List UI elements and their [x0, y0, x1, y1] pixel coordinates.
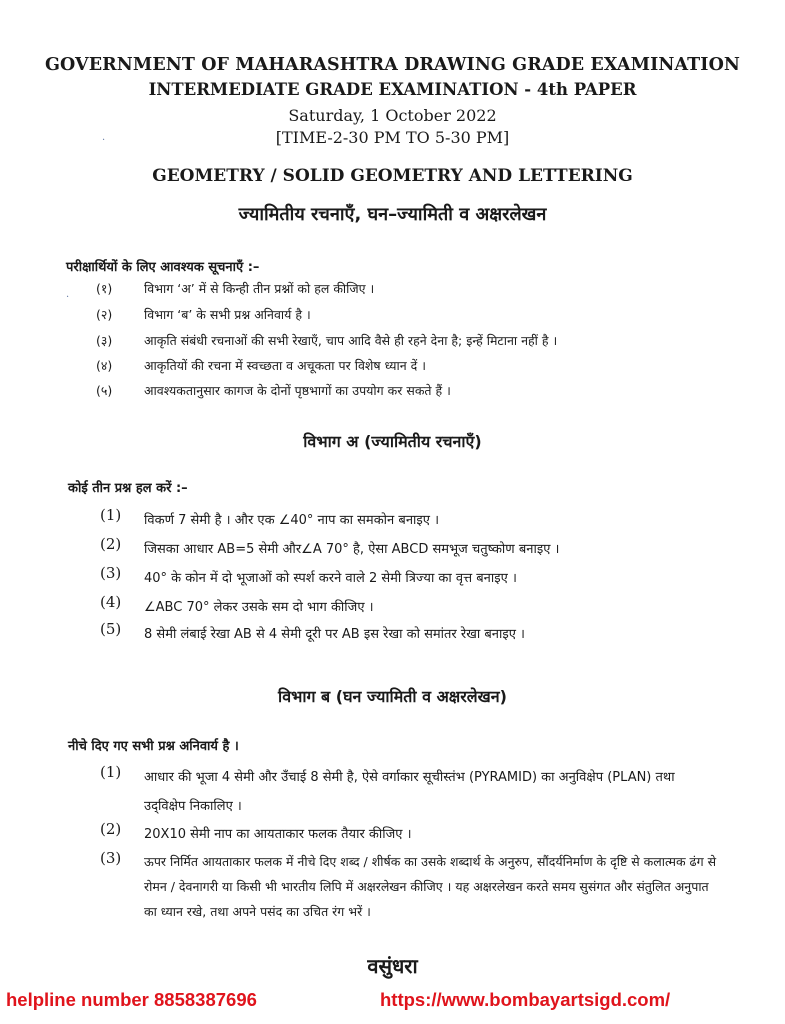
- question-number: (1): [100, 763, 122, 781]
- instruction-text: आकृति संबंधी रचनाओं की सभी रेखाएँ, चाप आदि वैसे ही रहने देना है; इन्हें मिटाना नहीं है ।: [144, 333, 558, 348]
- instruction-text: विभाग ‘ब’ के सभी प्रश्न अनिवार्य है ।: [144, 307, 311, 322]
- scan-speck: ·: [66, 292, 70, 303]
- website-link[interactable]: https://www.bombayartsigd.com/: [380, 989, 671, 1010]
- section-a-title: विभाग अ (ज्यामितीय रचनाएँ): [303, 432, 482, 451]
- question-text: ऊपर निर्मित आयताकार फलक में नीचे दिए शब्द / शीर्षक का उसके शब्दार्थ के अनुरुप, सौंदर्यनिर्माण के दृष्टि से कलात्मक ढंग से रोमन / देवनागरी या किसी भी भारतीय लिपि में अक्षरलेखन कीजिए । यह अक्षरलेखन करते समय सुसंगत और संतुलित अनुपात का ध्यान रखे, तथा अपने पसंद का उचित रंग भरें ।: [144, 854, 717, 919]
- instruction-text: विभाग ‘अ’ में से किन्ही तीन प्रश्नों को हल कीजिए ।: [144, 281, 375, 296]
- instructions-heading: परीक्षार्थियों के लिए आवश्यक सूचनाएँ :–: [66, 260, 260, 275]
- subject-english: GEOMETRY / SOLID GEOMETRY AND LETTERING: [152, 166, 633, 186]
- section-b-title: विभाग ब (घन ज्यामिती व अक्षरलेखन): [278, 687, 507, 706]
- helpline-text: helpline number 8858387696: [6, 989, 257, 1010]
- question-number: (5): [100, 620, 122, 638]
- question-text: 20X10 सेमी नाप का आयताकार फलक तैयार कीजिए ।: [144, 827, 412, 842]
- instruction-text: आकृतियों की रचना में स्वच्छता व अचूकता पर विशेष ध्यान दें ।: [144, 358, 427, 373]
- question-number: (2): [100, 535, 122, 553]
- question-number: (3): [100, 849, 122, 867]
- instruction-number: (५): [96, 383, 113, 398]
- question-text: ∠ABC 70° लेकर उसके सम दो भाग कीजिए ।: [144, 600, 374, 615]
- header-line-2: INTERMEDIATE GRADE EXAMINATION - 4th PAPER: [148, 80, 637, 99]
- question-text: 8 सेमी लंबाई रेखा AB से 4 सेमी दूरी पर AB इस रेखा को समांतर रेखा बनाइए ।: [144, 627, 525, 642]
- section-a-intro: कोई तीन प्रश्न हल करें :–: [68, 481, 188, 496]
- question-number: (1): [100, 506, 122, 524]
- instruction-number: (३): [96, 333, 113, 348]
- section-b-intro: नीचे दिए गए सभी प्रश्न अनिवार्य है ।: [68, 739, 239, 754]
- question-number: (4): [100, 593, 122, 611]
- question-text: विकर्ण 7 सेमी है । और एक ∠40° नाप का समकोन बनाइए ।: [144, 513, 440, 528]
- instruction-number: (१): [96, 281, 113, 296]
- lettering-word: वसुंधरा: [367, 954, 418, 978]
- exam-date: Saturday, 1 October 2022: [288, 106, 497, 125]
- instruction-text: आवश्यकतानुसार कागज के दोनों पृष्ठभागों का उपयोग कर सकते हैं ।: [144, 383, 451, 398]
- question-number: (3): [100, 564, 122, 582]
- subject-hindi: ज्यामितीय रचनाएँ, घन–ज्यामिती व अक्षरलेखन: [238, 204, 547, 225]
- exam-time: [TIME-2-30 PM TO 5-30 PM]: [275, 128, 510, 147]
- instruction-number: (४): [96, 358, 113, 373]
- header-line-1: GOVERNMENT OF MAHARASHTRA DRAWING GRADE EXAMINATION: [44, 55, 741, 75]
- question-number: (2): [100, 820, 122, 838]
- scan-speck: ·: [102, 135, 106, 146]
- question-text: 40° के कोन में दो भूजाओं को स्पर्श करने वाले 2 सेमी त्रिज्या का वृत्त बनाइए ।: [144, 571, 517, 586]
- question-text: आधार की भूजा 4 सेमी और उँचाई 8 सेमी है, ऐसे वर्गाकार सूचीस्तंभ (PYRAMID) का अनुविक्षेप (PLAN) तथा उद्‌विक्षेप निकालिए ।: [144, 770, 675, 814]
- question-text: जिसका आधार AB=5 सेमी और∠A 70° है, ऐसा ABCD समभूज चतुष्कोण बनाइए ।: [144, 542, 560, 557]
- instruction-number: (२): [96, 307, 113, 322]
